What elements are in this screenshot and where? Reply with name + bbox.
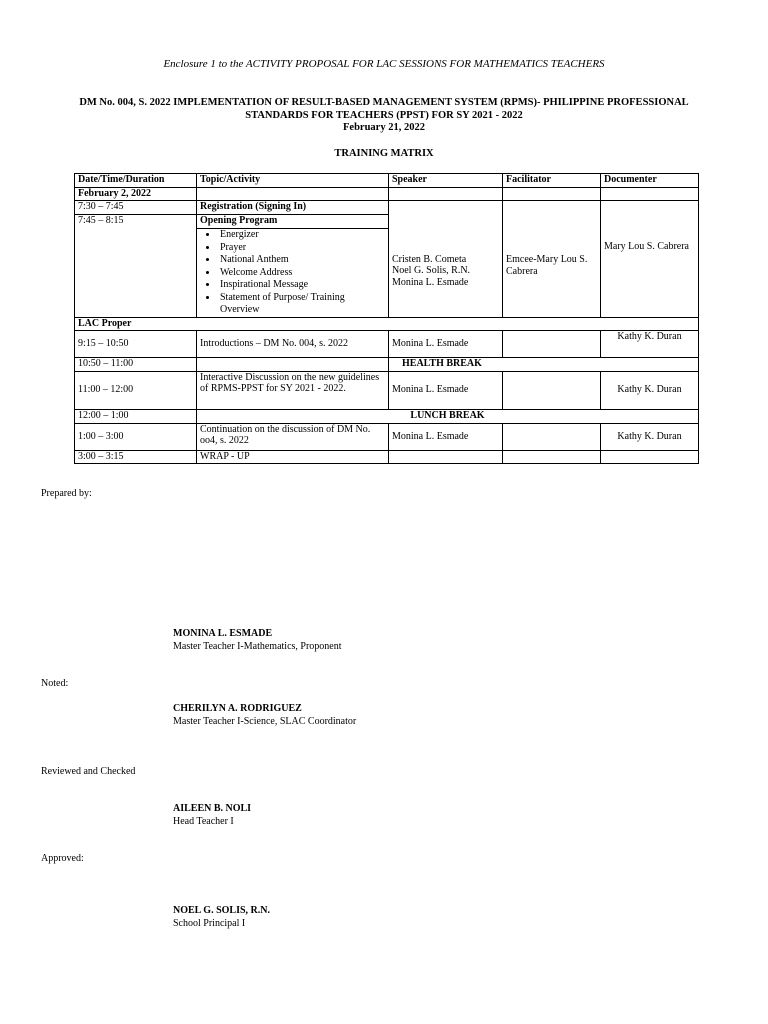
time-cell: 12:00 – 1:00 xyxy=(75,409,197,423)
date-cell: February 2, 2022 xyxy=(75,188,197,201)
table-row xyxy=(75,317,699,330)
enclosure-note: Enclosure 1 to the ACTIVITY PROPOSAL FOR LAC SESSIONS FOR MATHEMATICS TEACHERS xyxy=(163,58,605,70)
time-cell: 9:15 – 10:50 xyxy=(75,330,197,357)
table-row xyxy=(75,188,699,201)
table-row xyxy=(75,201,699,215)
header-topic: Topic/Activity xyxy=(197,174,389,188)
header-date: Date/Time/Duration xyxy=(75,174,197,188)
facilitator-cell xyxy=(503,423,601,450)
break-label: HEALTH BREAK xyxy=(402,357,482,369)
speaker-cell xyxy=(389,450,503,463)
header-speaker: Speaker xyxy=(389,174,503,188)
speaker-name: Monina L. Esmade xyxy=(392,276,469,288)
topic-cell: Continuation on the discussion of DM No. oo4, s. 2022 xyxy=(197,423,389,450)
table-row xyxy=(75,423,699,450)
opening-documenter-cell: Mary Lou S. Cabrera xyxy=(601,201,699,318)
noted-label: Noted: xyxy=(41,678,69,689)
speaker-cell: Monina L. Esmade xyxy=(389,423,503,450)
break-cell xyxy=(389,357,699,371)
time-cell: 10:50 – 11:00 xyxy=(75,357,197,371)
reviewed-label: Reviewed and Checked xyxy=(41,766,136,777)
opening-program-items xyxy=(197,229,389,318)
time-cell: 7:45 – 8:15 xyxy=(75,215,197,318)
signatory-name: AILEEN B. NOLI xyxy=(173,803,252,814)
topic-cell: Interactive Discussion on the new guidelines of RPMS-PPST for SY 2021 - 2022. xyxy=(197,371,389,409)
opening-program-list xyxy=(200,229,385,317)
list-item: • Inspirational Message xyxy=(218,279,385,292)
table-header-row xyxy=(75,174,699,188)
documenter-cell: Kathy K. Duran xyxy=(601,330,699,357)
table-row xyxy=(75,409,699,423)
list-item: • Energizer xyxy=(218,229,385,242)
facilitator-cell xyxy=(503,371,601,409)
time-cell: 3:00 – 3:15 xyxy=(75,450,197,463)
table-row xyxy=(75,330,699,357)
topic-cell: Opening Program xyxy=(197,215,389,229)
signatory-name: MONINA L. ESMADE xyxy=(173,628,273,639)
list-item: • Prayer xyxy=(218,242,385,255)
table-row xyxy=(75,357,699,371)
document-heading xyxy=(60,97,708,135)
table-row xyxy=(75,371,699,409)
time-cell: 1:00 – 3:00 xyxy=(75,423,197,450)
signatory-title: Master Teacher I-Mathematics, Proponent xyxy=(173,641,342,652)
topic-cell: Registration (Signing In) xyxy=(197,201,389,215)
signatory-prepared xyxy=(173,627,342,653)
documenter-cell: Kathy K. Duran xyxy=(601,371,699,409)
heading-line-2: STANDARDS FOR TEACHERS (PPST) FOR SY 2021 - 2022 xyxy=(245,109,523,121)
documenter-cell: Kathy K. Duran xyxy=(601,423,699,450)
matrix-title: TRAINING MATRIX xyxy=(334,148,434,159)
facilitator-cell xyxy=(503,450,601,463)
signatory-title: Head Teacher I xyxy=(173,816,234,827)
heading-line-1: DM No. 004, S. 2022 IMPLEMENTATION OF RESULT-BASED MANAGEMENT SYSTEM (RPMS)- PHILIPPINE PROFESSIONAL xyxy=(79,97,689,108)
documenter-cell xyxy=(601,450,699,463)
list-item: • Statement of Purpose/ Training Overview xyxy=(218,292,385,317)
table-row xyxy=(75,450,699,463)
facilitator-cell xyxy=(503,330,601,357)
header-facilitator: Facilitator xyxy=(503,174,601,188)
speaker-name: Noel G. Solis, R.N. xyxy=(392,265,471,276)
header-documenter: Documenter xyxy=(601,174,699,188)
lac-proper-label: LAC Proper xyxy=(75,317,699,330)
heading-date: February 21, 2022 xyxy=(343,122,425,133)
speaker-name: Cristen B. Cometa xyxy=(392,253,467,265)
topic-cell: Introductions – DM No. 004, s. 2022 xyxy=(197,330,389,357)
signatory-noted xyxy=(173,702,356,728)
speaker-cell: Monina L. Esmade xyxy=(389,330,503,357)
opening-speakers-cell xyxy=(389,201,503,318)
break-cell: LUNCH BREAK xyxy=(197,409,699,423)
opening-facilitator-cell: Emcee-Mary Lou S. Cabrera xyxy=(503,201,601,318)
time-cell: 11:00 – 12:00 xyxy=(75,371,197,409)
list-item: • Welcome Address xyxy=(218,267,385,280)
signatory-name: NOEL G. SOLIS, R.N. xyxy=(173,905,270,916)
prepared-by-label: Prepared by: xyxy=(41,488,92,499)
list-item: • National Anthem xyxy=(218,254,385,267)
signatory-title: Master Teacher I-Science, SLAC Coordinator xyxy=(173,716,357,727)
signatory-name: CHERILYN A. RODRIGUEZ xyxy=(173,703,302,714)
topic-cell: WRAP - UP xyxy=(197,450,389,463)
training-matrix-table xyxy=(74,173,699,464)
signatory-title: School Principal I xyxy=(173,918,246,929)
time-cell: 7:30 – 7:45 xyxy=(75,201,197,215)
approved-label: Approved: xyxy=(41,853,84,864)
signatory-reviewed xyxy=(173,802,251,828)
speaker-cell: Monina L. Esmade xyxy=(389,371,503,409)
signatory-approved xyxy=(173,904,270,930)
